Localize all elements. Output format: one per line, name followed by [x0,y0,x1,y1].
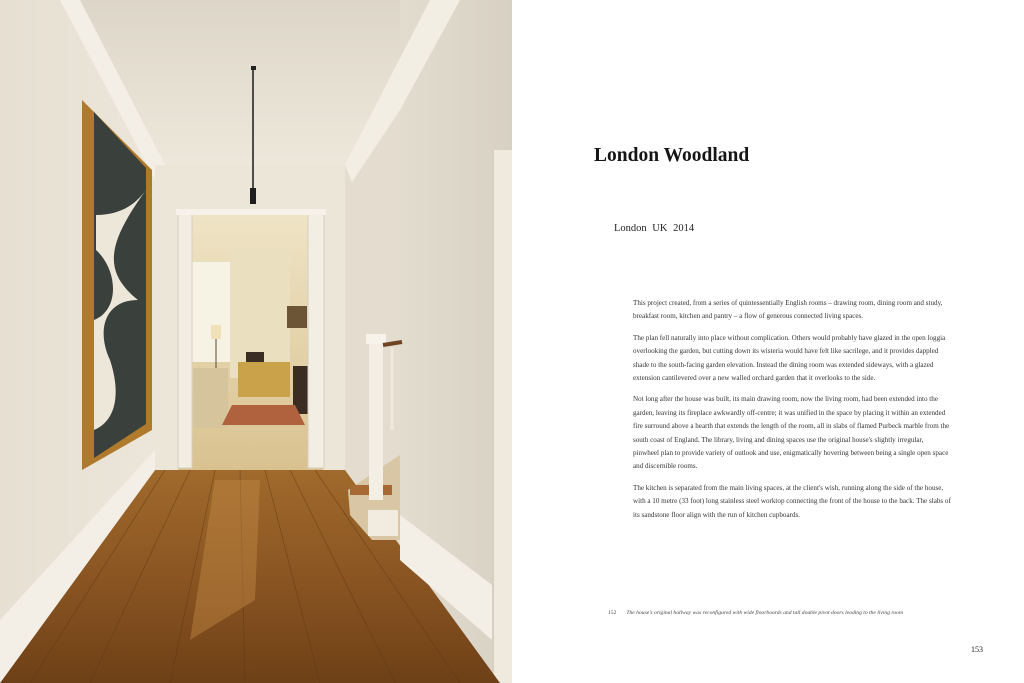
page-number: 153 [971,645,983,654]
photo-caption [608,610,958,616]
paragraph: The plan fell naturally into place without complication. Others would probably have glazed in the open loggia overlooking the garden, but cutting down its wisteria would have felt like sacrilege, and it provides dappled shade to the south-facing garden elevation. Instead the dining room was extended sideways, with a glazed extension cantilevered over a new walled orchard garden that it overlooks to the side. [633,333,946,383]
paragraph: Not long after the house was built, its main drawing room, now the living room, had been extended into the garden, leaving its fireplace awkwardly off-centre; it was unified in the space by placing it within an extended fire surround above a hearth that extends the length of the room, all in slabs of flamed Purbeck marble from the south coast of England. The library, living and dining spaces use the original house's slightly irregular, pinwheel plan to provide variety of outlook and use, enigmatically hovering between being a single open space and discernible rooms. [633,395,950,471]
text-page [512,0,1024,683]
project-description [633,297,951,530]
paragraph: The kitchen is separated from the main living spaces, at the client's wish, running along the side of the house, with a 10 metre (33 foot) long stainless steel worktop connecting the front of the house to the back. The slabs of its sandstone floor align with the run of kitchen cupboards. [633,483,951,519]
caption-text: The house's original hallway was reconfigured with wide floorboards and tall double pivot doors leading to the living room [626,610,904,616]
caption-page-number: 152 [608,610,617,616]
project-title: London Woodland [594,145,750,166]
project-location: London UK 2014 [614,223,695,234]
paragraph: This project created, from a series of quintessentially English rooms – drawing room, dining room and study, breakfast room, kitchen and pantry – a flow of generous connected living spaces. [633,299,943,321]
